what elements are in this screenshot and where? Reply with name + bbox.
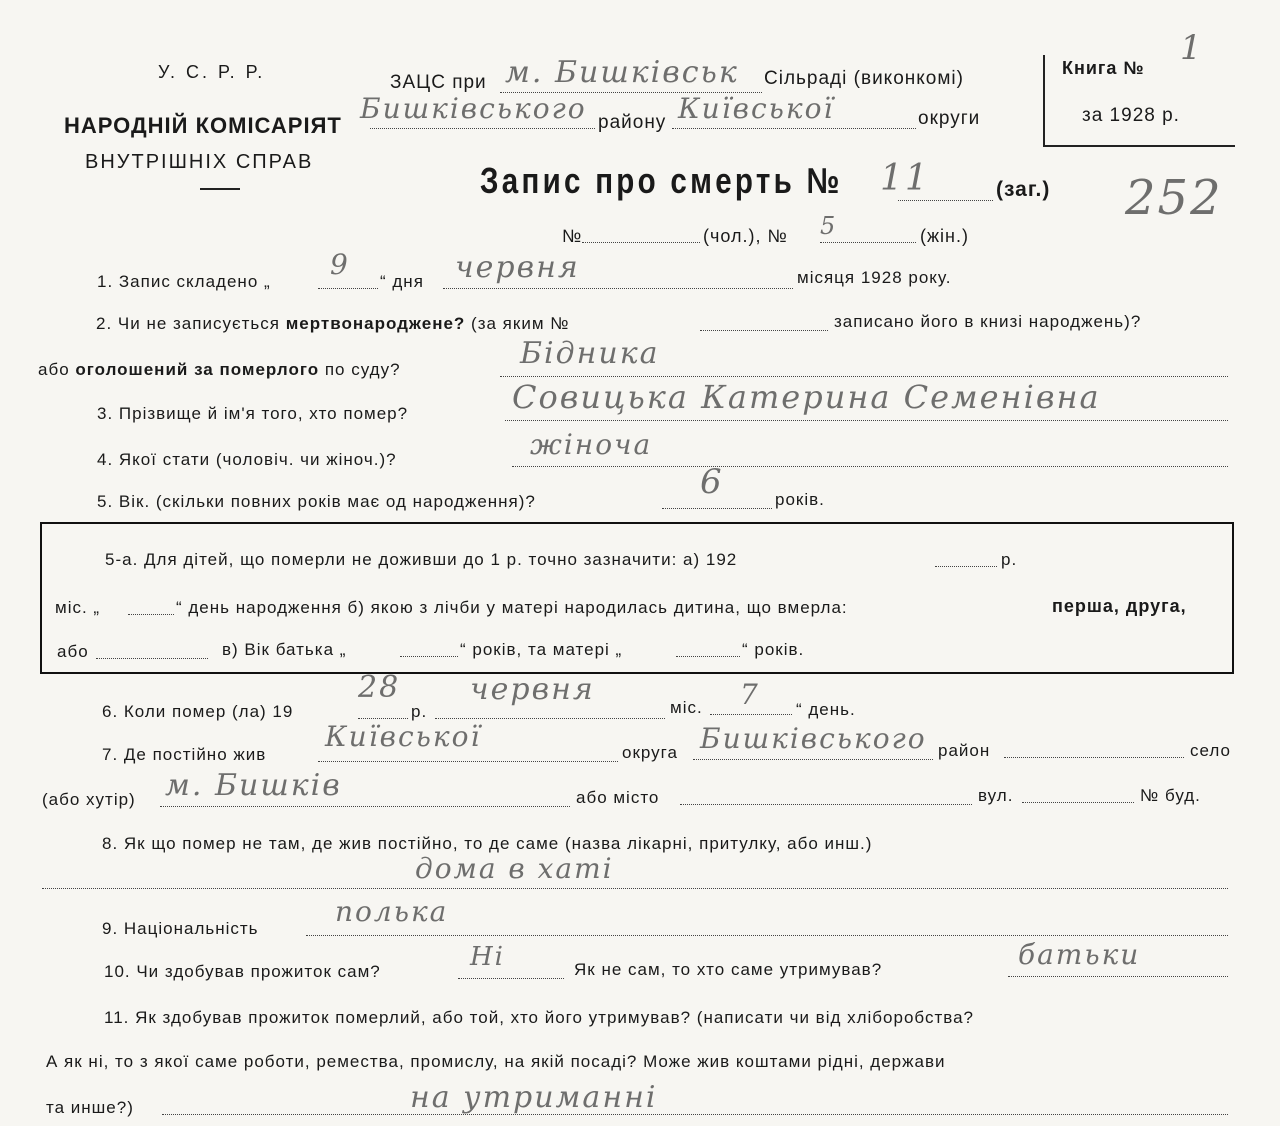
q5a-father-line (400, 656, 458, 657)
q1-year-text: місяця 1928 року. (797, 268, 952, 287)
q8-place: дома в хаті (415, 852, 614, 885)
no-label: № (562, 226, 583, 246)
q1-dnya: “ дня (380, 272, 424, 291)
record-number: 11 (880, 158, 930, 199)
q2-e: по суду? (324, 360, 401, 379)
rayonu-label: району (598, 112, 667, 133)
q2-declared: оголошений за померлого (75, 360, 320, 379)
q3-line (505, 420, 1228, 421)
zag-label: (заг.) (996, 178, 1051, 201)
q11-line (162, 1114, 1228, 1115)
q11-text-1: 11. Як здобував прожиток померлий, або той, хто його утримував? (написати чи від хліборобства? (104, 1008, 974, 1027)
q7-okruga-line (318, 761, 618, 762)
q7-khutir-value: м. Бишків (165, 768, 342, 803)
q6-month-line (435, 718, 665, 719)
q7-text: 7. Де постійно жив (102, 745, 267, 764)
internal-affairs-label: ВНУТРІШНІХ СПРАВ (85, 151, 314, 173)
q7-misto: або місто (576, 788, 660, 807)
q7-rayon-line (693, 759, 933, 760)
q11-text-2: А як ні, то з якої саме роботи, ремества, промислу, на якій посаді? Може жив коштами рідні, держави (46, 1052, 946, 1071)
margin-number: 252 (1125, 170, 1223, 226)
q6-month: червня (470, 672, 595, 707)
q7-khutir: (або хутір) (42, 790, 136, 809)
q7-vul-line (1022, 802, 1134, 803)
okruga-line (672, 128, 916, 129)
q1-day-line (318, 288, 378, 289)
q5a-father: в) Вік батька „ (222, 640, 347, 659)
q1-month-line (443, 288, 793, 289)
q5a-year-line (935, 566, 997, 567)
q2-text (96, 314, 569, 334)
q10-who-line (1008, 976, 1228, 977)
q5a-mother: “ років, та матері „ (460, 640, 623, 659)
q5a-order: перша, друга, (1052, 596, 1187, 616)
q5-age: 6 (700, 462, 724, 502)
q7-selo-line (1004, 757, 1184, 758)
commissariat-title: НАРОДНІЙ КОМІСАРІЯТ (64, 113, 342, 138)
silrada-handwriting: м. Бишківськ (505, 55, 739, 90)
q2-c: записано його в книзі народжень)? (834, 312, 1142, 331)
q7-selo: село (1190, 741, 1231, 760)
q10-supported: батьки (1018, 938, 1141, 971)
q7-bud: № буд. (1140, 786, 1201, 805)
record-title: Запис про смерть № (480, 160, 843, 201)
silradi-label: Сільраді (виконкомі) (764, 68, 964, 89)
zags-label: ЗАЦС при (390, 72, 487, 93)
q6-year: 28 (358, 670, 401, 705)
q6-day: 7 (740, 678, 760, 711)
q5-line (662, 508, 772, 509)
q6-r: р. (411, 702, 428, 721)
q6-year-line (358, 718, 408, 719)
q10-text: 10. Чи здобував прожиток сам? (104, 962, 381, 981)
q1-month: червня (455, 250, 580, 285)
q5a-abo-line (96, 658, 208, 659)
q7-rayon: район (938, 741, 991, 760)
header-divider (200, 188, 240, 190)
q6-text: 6. Коли помер (ла) 19 (102, 702, 294, 721)
q9-line (306, 935, 1228, 936)
q4-line (512, 466, 1228, 467)
q7-okruga-value: Київської (325, 720, 482, 753)
q2-declared-text (38, 360, 401, 380)
q5a-abo: або (57, 642, 89, 661)
zhin-label: (жін.) (920, 226, 969, 246)
q6-den: “ день. (796, 700, 856, 719)
q5a-mis: міс. „ (55, 598, 101, 617)
chol-label: (чол.), № (703, 226, 788, 246)
q2-stillborn: мертвонароджене? (285, 314, 466, 333)
q7-okruga: округа (622, 743, 678, 762)
rayon-line (370, 128, 595, 129)
q2-declared-line (500, 376, 1228, 377)
zhin-line (820, 242, 916, 243)
q5-years: років. (775, 490, 825, 509)
okrugy-label: округи (918, 108, 981, 129)
q3-name: Совицька Катерина Семенівна (512, 378, 1101, 416)
q1-text: 1. Запис складено „ (97, 272, 271, 291)
q5a-mother-line (676, 656, 740, 657)
q9-nationality: полька (335, 895, 449, 928)
q6-mis: міс. (670, 698, 703, 717)
q9-text: 9. Національність (102, 919, 259, 938)
record-number-line (898, 200, 993, 201)
q2-number-line (700, 330, 828, 331)
q2-b: (за яким № (471, 314, 570, 333)
q6-day-line (710, 714, 792, 715)
q5a-day-line (128, 614, 174, 615)
q2-d: або (38, 360, 70, 379)
q5a-line1: 5-а. Для дітей, що померли не доживши до 1 р. точно зазначити: а) 192 (105, 550, 738, 569)
q4-text: 4. Якої стати (чоловіч. чи жіноч.)? (97, 450, 397, 469)
q3-text: 3. Прізвище й ім'я того, хто помер? (97, 404, 409, 423)
chol-line (582, 242, 700, 243)
rayon-handwriting: Бишківського (360, 92, 587, 125)
zhin-number: 5 (820, 212, 838, 240)
q5a-line2: “ день народження б) якою з лічби у матері народилась дитина, що вмерла: (176, 598, 848, 617)
book-number: 1 (1180, 28, 1204, 68)
q8-line (42, 888, 1228, 889)
book-label: Книга № (1062, 58, 1145, 78)
q7-rayon-value: Бишківського (700, 722, 927, 755)
okruga-handwriting: Київської (678, 92, 835, 125)
q11-text-3: та инше?) (46, 1098, 134, 1117)
q5a-years: “ років. (742, 640, 805, 659)
q2-declared-value: Бідника (520, 336, 660, 371)
q4-sex: жіноча (530, 428, 653, 461)
q7-khutir-line (160, 806, 570, 807)
q11-occupation: на утриманні (410, 1080, 658, 1115)
q7-misto-line (680, 804, 972, 805)
q10-earned: Ні (470, 942, 505, 972)
usrr-label: У. С. Р. Р. (158, 62, 266, 82)
q10-who: Як не сам, то хто саме утримував? (574, 960, 883, 979)
q5-text: 5. Вік. (скільки повних років має од народження)? (97, 492, 536, 511)
q7-vul: вул. (978, 786, 1014, 805)
q8-text: 8. Як що помер не там, де жив постійно, то де саме (назва лікарні, притулку, або инш.) (102, 834, 873, 853)
q2-a: 2. Чи не записується (96, 314, 280, 333)
book-year: за 1928 р. (1082, 105, 1180, 126)
q1-day: 9 (330, 248, 350, 281)
q5a-r: р. (1001, 550, 1018, 569)
q10-line (458, 978, 564, 979)
